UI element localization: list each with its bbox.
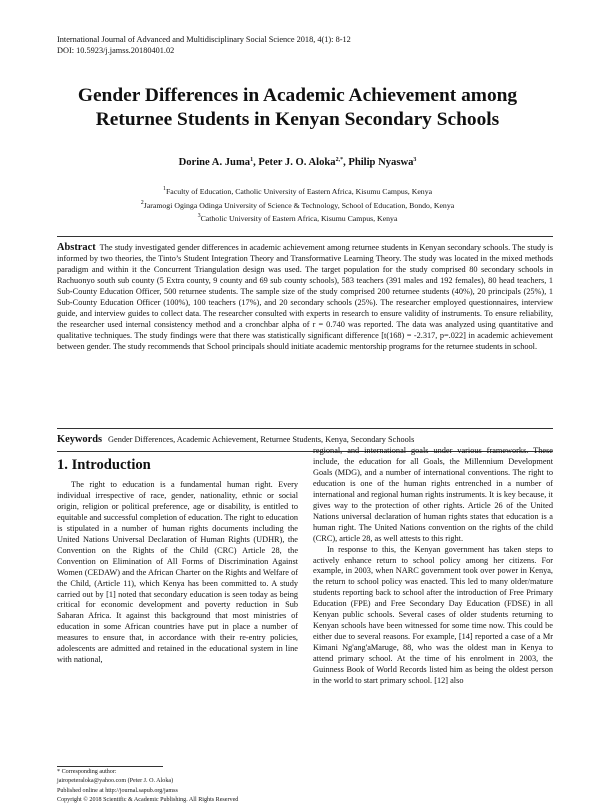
keywords bbox=[57, 434, 553, 446]
left-column bbox=[57, 480, 298, 666]
affiliation-mark: 2 bbox=[140, 199, 144, 206]
affiliation-mark: 1 bbox=[162, 186, 166, 192]
author-affiliation-mark: 1 bbox=[250, 157, 254, 163]
affiliation-list bbox=[40, 184, 555, 225]
author-affiliation-mark: 2,* bbox=[335, 157, 344, 163]
footnote-line: * Corresponding author: bbox=[57, 769, 117, 775]
affiliation-text: Catholic University of Eastern Africa, Kisumu Campus, Kenya bbox=[200, 214, 398, 223]
right-column bbox=[313, 446, 553, 687]
footnote-line: Published online at http://journal.sapub.org/jamss bbox=[57, 787, 178, 794]
section-heading: 1. Introduction bbox=[57, 457, 151, 473]
author-name: Dorine A. Juma bbox=[178, 157, 251, 168]
affiliation bbox=[40, 198, 555, 212]
affiliation bbox=[40, 211, 555, 225]
footnote-rule bbox=[57, 766, 163, 767]
journal-citation: International Journal of Advanced and Multidisciplinary Social Science 2018, 4(1): 8-12 bbox=[57, 35, 351, 44]
footnote-line: jairopeteraloka@yahoo.com (Peter J. O. Aloka) bbox=[57, 778, 174, 785]
body-paragraph: In response to this, the Kenyan government has taken steps to actively enhance return to school policy among her citizens. For example, in 2003, when NARC government took over power in Kenya, the return to school policy was enacted. This led to many older/mature students reporting back to school after the introduction of Free Primary Education (FPE) and Free Secondary Day Education (FDSE) in all Kenyan public schools. Several cases of older students returning to Kenyan schools have been witnessed for some time now. This could be either due to several reasons. For example, [14] reported a case of a Mr Kimani Ng'ang'aMaruge, 88, who was the oldest man in Kenya to attend primary school. At the time of his enrolment in 2003, the Guinness Book of World Records listed him as being the oldest person in the world to start primary school. [12] also bbox=[313, 544, 553, 686]
author-list: Dorine A. Juma$^1$, Peter J. O. Aloka$^{2,*}$, Philip Nyaswa$^3$ bbox=[178, 157, 417, 168]
affiliation-text: Jaramogi Oginga Odinga University of Science & Technology, School of Education, Bondo, Kenya bbox=[143, 200, 455, 210]
author-name: Philip Nyaswa bbox=[348, 157, 414, 168]
title-line: Gender Differences in Academic Achievement among bbox=[77, 85, 518, 106]
doi: DOI: 10.5923/j.jamss.20180401.02 bbox=[57, 45, 175, 55]
affiliation-mark: 3 bbox=[197, 213, 201, 219]
author-affiliation-mark: 3 bbox=[413, 157, 417, 163]
paper-title bbox=[40, 84, 555, 131]
footnotes bbox=[57, 768, 238, 805]
abstract-top-rule bbox=[57, 236, 553, 237]
abstract bbox=[57, 242, 553, 352]
keywords-label: Keywords bbox=[57, 434, 103, 445]
keywords-top-rule bbox=[57, 428, 553, 429]
journal-header bbox=[57, 35, 351, 56]
keywords-text: Gender Differences, Academic Achievement, Returnee Students, Kenya, Secondary Schools bbox=[108, 435, 415, 444]
title-line: Returnee Students in Kenyan Secondary Schools bbox=[95, 108, 500, 130]
affiliation-text: Faculty of Education, Catholic University of Eastern Africa, Kisumu Campus, Kenya bbox=[165, 187, 433, 196]
affiliation bbox=[40, 184, 555, 198]
abstract-label: Abstract bbox=[57, 242, 96, 253]
body-paragraph: The right to education is a fundamental human right. Every individual irrespective of race, gender, nationality, ethnic or social origin, religion or political preference, age or disability, is entitled to equitable and successful completion of education. The right to education is stipulated in a number of human rights documents including the United Nations Universal Declaration of Human Rights (UDHR), the Convention on the Rights of the Child (CRC) Article 28, the Convention on Elimination of All Forms of Discrimination Against Women (CEDAW) and the African Charter on the Rights and Welfare of the Child, (Article 11), which Kenya has been committed to. A study carried out by [1] noted that secondary education is seen today as being critical for economic development and poverty reduction in Sub Saharan Africa. It against this background that most ministries of education in some African countries have put in place a number of measures to ensure that, in accordance with their re-entry policies, adolescents are admitted and retained in the educational system in line with national, bbox=[57, 480, 298, 665]
footnote-line: Copyright © 2018 Scientific & Academic Publishing. All Rights Reserved bbox=[57, 796, 239, 803]
author-name: Peter J. O. Aloka bbox=[258, 157, 336, 168]
body-paragraph: regional, and international goals under various frameworks. These include, the education for all Goals, the Millennium Development Goals (MDG), and a number of international conventions. The right to education is one of the human rights entrenched in a number of international and regional human rights instruments. It is key because, it gives way to the protection of other rights. Article 26 of the United Nations universal declaration of human rights states that education is a human right. The United Nations convention on the rights of the child (CRC), article 28, as well attests to this right. bbox=[313, 446, 553, 543]
abstract-text: The study investigated gender differences in academic achievement among returnee students in Kenyan secondary schools. The study is informed by two theories, the Tinto’s Student Integration Theory and Transformative Learning Theory. The study was located in the mixed methods paradigm and within it the Concurrent Triangulation design was used. The target population for the study comprised 80 secondary schools in Rachuonyo south sub county (5 Extra county, 9 county and 69 sub county schools), 583 teachers (391 males and 192 females), 80 head teachers, 1 Sub-County Education Officer, 500 returnee students. The sample size of the study comprised 200 returnee students (40%), 20 principals (25%), 1 Sub-County Education Officer (100%), 100 teachers (17%), and 20 secondary schools (25%). The researcher employed questionnaires, interview guide, and interview guides to collect data. The researcher consulted with experts in research to ensure validity of instruments. To ensure reliability, the researcher used internal consistency method and a cronchbar alpha of r = 0.740 was reported. The data was analyzed using quantitative and qualitative techniques. The study findings were that there was statistically significant difference [t(168) = -2.317, p=.022] in academic achievement between gender. The study recommends that School principals should initiate academic mentorship programs for the returnee students in school. bbox=[57, 243, 553, 352]
